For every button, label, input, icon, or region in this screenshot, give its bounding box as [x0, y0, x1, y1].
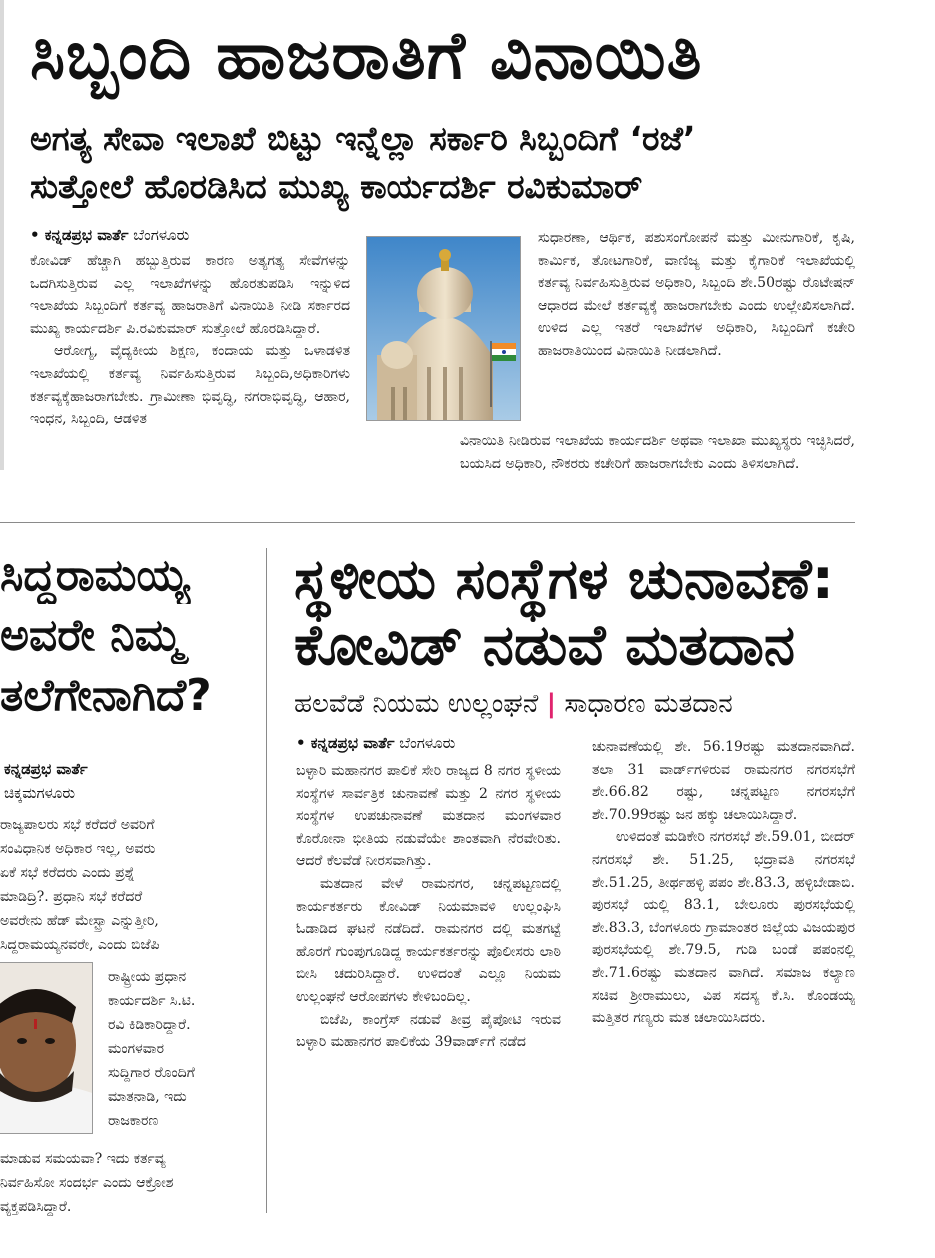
- paragraph: ಮತದಾನ ವೇಳೆ ರಾಮನಗರ, ಚನ್ನಪಟ್ಟಣದಲ್ಲಿ ಕಾರ್ಯಕರ್ತರು ಕೋವಿಡ್ ನಿಯಮಾವಳಿ ಉಲ್ಲಂಘಿಸಿ ಓಡಾಡಿದ ಘಟನೆ ನಡೆದಿದೆ. ರಾಮನಗರ ದಲ್ಲಿ ಮತಗಟ್ಟೆ ಹೊರಗೆ ಗುಂಪುಗೂಡಿದ್ದ ಕಾರ್ಯಕರ್ತರನ್ನು ಪೊಲೀಸರು ಲಾಠಿ ಬೀಸಿ ಚದುರಿಸಿದ್ದಾರೆ. ಉಳಿದಂತೆ ಎಲ್ಲೂ ನಿಯಮ ಉಲ್ಲಂಘನೆ ಆರೋಪಗಳು ಕೇಳಿಬಂದಿಲ್ಲ.: [296, 875, 561, 1005]
- sub-left: ಹಲವೆಡೆ ನಿಯಮ ಉಲ್ಲಂಘನೆ: [294, 689, 539, 719]
- building-illustration: [367, 237, 520, 420]
- left-byline-source: [4, 758, 88, 780]
- sub-right: ಸಾಧಾರಣ ಮತದಾನ: [564, 689, 733, 719]
- paragraph: ಆರೋಗ್ಯ, ವೈದ್ಯಕೀಯ ಶಿಕ್ಷಣ, ಕಂದಾಯ ಮತ್ತು ಒಳಾಡಳಿತ ಇಲಾಖೆಯಲ್ಲಿ ಕರ್ತವ್ಯ ನಿರ್ವಹಿಸುತ್ತಿರುವ ಸಿಬ್ಬಂದಿ,ಅಧಿಕಾರಿಗಳು ಕರ್ತವ್ಯಕ್ಕೆಹಾಜರಾಗಬೇಕು. ಗ್ರಾಮೀಣಾ ಭಿವೃದ್ಧಿ, ನಗರಾಭಿವೃದ್ಧಿ, ಆಹಾರ, ಇಂಧನ, ಸಿಬ್ಬಂದಿ, ಆಡಳಿತ: [30, 343, 350, 428]
- byline-place: ಬೆಂಗಳೂರು: [133, 226, 190, 244]
- left-text-line: ನಿರ್ವಹಿಸೋ ಸಂದರ್ಭ ಎಂದು ಆಕ್ರೋಶ: [0, 1175, 174, 1191]
- right-subheadline: [294, 686, 733, 722]
- left-wrap-line: ರವಿ ಕಿಡಿಕಾರಿದ್ದಾರೆ.: [108, 1017, 191, 1033]
- left-headline-line-2: ಅವರೇ ನಿಮ್ಮ: [0, 610, 183, 661]
- top-story-column-1: [30, 250, 350, 500]
- left-wrap-line: ಸುದ್ದಿಗಾರ ರೊಂದಿಗೆ: [108, 1065, 195, 1081]
- top-headline: ಸಿಬ್ಬಂದಿ ಹಾಜರಾತಿಗೆ ವಿನಾಯಿತಿ: [30, 17, 703, 94]
- paragraph: ಬಳ್ಳಾರಿ ಮಹಾನಗರ ಪಾಲಿಕೆ ಸೇರಿ ರಾಜ್ಯದ 8 ನಗರ ಸ್ಥಳೀಯ ಸಂಸ್ಥೆಗಳ ಸಾರ್ವತ್ರಿಕ ಚುನಾವಣೆ ಮತ್ತು 2 ನಗರ ಸ್ಥಳೀಯ ಸಂಸ್ಥೆಗಳ ಉಪಚುನಾವಣೆ ಮತದಾನ ಮಂಗಳವಾರ ಕೊರೋನಾ ಭೀತಿಯ ನಡುವೆಯೇ ಶಾಂತವಾಗಿ ನೆರವೇರಿತು. ಆದರೆ ಕೆಲವೆಡೆ ನೀರಸವಾಗಿತ್ತು.: [296, 763, 561, 870]
- column-divider: [266, 548, 267, 1213]
- left-wrap-line: ಮಾತನಾಡಿ, ಇದು: [108, 1089, 187, 1105]
- right-headline-line-2: ಕೋವಿಡ್ ನಡುವೆ ಮತದಾನ: [294, 613, 796, 678]
- left-wrap-line: ರಾಷ್ಟ್ರೀಯ ಪ್ರಧಾನ: [108, 969, 187, 985]
- left-text-line: ವ್ಯಕ್ತಪಡಿಸಿದ್ದಾರೆ.: [0, 1199, 72, 1215]
- portrait-illustration: [0, 963, 92, 1133]
- byline-source: ಕನ್ನಡಪ್ರಭ ವಾರ್ತೆ: [4, 760, 88, 778]
- right-story-column-2: [592, 736, 855, 1220]
- page-edge-shadow: [0, 0, 4, 470]
- left-wrap-line: ಕಾರ್ಯದರ್ಶಿ ಸಿ.ಟಿ.: [108, 993, 196, 1009]
- byline-source: • ಕನ್ನಡಪ್ರಭ ವಾರ್ತೆ: [30, 226, 129, 244]
- top-deck-line-2: ಸುತ್ತೋಲೆ ಹೊರಡಿಸಿದ ಮುಖ್ಯ ಕಾರ್ಯದರ್ಶಿ ರವಿಕುಮಾರ್: [30, 167, 643, 206]
- left-headline-line-1: ಸಿದ್ದರಾಮಯ್ಯ: [0, 550, 190, 601]
- left-text-line: ಏಕೆ ಸಭೆ ಕರೆದರು ಎಂದು ಪ್ರಶ್ನೆ: [0, 865, 135, 881]
- right-headline-line-1: ಸ್ಥಳೀಯ ಸಂಸ್ಥೆಗಳ ಚುನಾವಣೆ:: [294, 547, 834, 612]
- top-story-column-2-wide: [460, 430, 855, 502]
- paragraph: ಚುನಾವಣೆಯಲ್ಲಿ ಶೇ. 56.19ರಷ್ಟು ಮತದಾನವಾಗಿದೆ. ತಲಾ 31 ವಾರ್ಡ್‌ಗಳಿರುವ ರಾಮನಗರ ನಗರಸಭೆಗೆ ಶೇ.66.82 ರಷ್ಟು, ಚನ್ನಪಟ್ಟಣ ನಗರಸಭೆಗೆ ಶೇ.70.99ರಷ್ಟು ಜನ ಹಕ್ಕು ಚಲಾಯಿಸಿದ್ದಾರೆ.: [592, 739, 855, 823]
- byline-place: ಬೆಂಗಳೂರು: [399, 734, 456, 752]
- left-text-line: ರಾಜ್ಯಪಾಲರು ಸಭೆ ಕರೆದರೆ ಅವರಿಗೆ: [0, 817, 155, 833]
- sub-separator: |: [546, 689, 557, 719]
- top-deck-line-1: ಅಗತ್ಯ ಸೇವಾ ಇಲಾಖೆ ಬಿಟ್ಟು ಇನ್ನೆಲ್ಲಾ ಸರ್ಕಾರಿ ಸಿಬ್ಬಂದಿಗೆ ‘ರಜೆ’: [30, 119, 696, 158]
- paragraph: ಬಿಜೆಪಿ, ಕಾಂಗ್ರೆಸ್ ನಡುವೆ ತೀವ್ರ ಪೈಪೋಟಿ ಇರುವ ಬಳ್ಳಾರಿ ಮಹಾನಗರ ಪಾಲಿಕೆಯ 39ವಾರ್ಡ್‌ಗೆ ನಡೆದ: [296, 1011, 561, 1051]
- right-byline: [296, 732, 455, 754]
- ct-ravi-portrait: [0, 962, 93, 1134]
- paragraph: ಉಳಿದಂತೆ ಮಡಿಕೇರಿ ನಗರಸಭೆ ಶೇ.59.01, ಬೀದರ್ ನಗರಸಭೆ ಶೇ. 51.25, ಭದ್ರಾವತಿ ನಗರಸಭೆ ಶೇ.51.25, ತೀರ್ಥಹಳ್ಳಿ ಪಪಂ ಶೇ.83.3, ಹಳ್ಳಿಬೇಡಾಬಿ. ಪುರಸಭೆ ಯಲ್ಲಿ 83.1, ಬೇಲೂರು ಪುರಸಭೆಯಲ್ಲಿ ಶೇ.83.3, ಬೆಂಗಳೂರು ಗ್ರಾಮಾಂತರ ಜಿಲ್ಲೆಯ ವಿಜಯಪುರ ಪುರಸಭೆಯಲ್ಲಿ ಶೇ.79.5, ಗುಡಿ ಬಂಡೆ ಪಪಂನಲ್ಲಿ ಶೇ.71.6ರಷ್ಟು ಮತದಾನ ವಾಗಿದೆ. ಸಮಾಜ ಕಲ್ಯಾಣ ಸಚಿವ ಶ್ರೀರಾಮುಲು, ವಿಪ ಸದಸ್ಯ ಕೆ.ಸಿ. ಕೊಂಡಯ್ಯ ಮತ್ತಿತರ ಗಣ್ಯರು ಮತ ಚಲಾಯಿಸಿದರು.: [592, 829, 855, 1027]
- left-text-line: ಅವರೇನು ಹೆಡ್ ಮೇಸ್ಟ್ರಾ ಎನ್ನುತ್ತೀರಿ,: [0, 913, 159, 929]
- vidhana-soudha-photo: [366, 236, 521, 421]
- paragraph: ವಿನಾಯಿತಿ ನೀಡಿರುವ ಇಲಾಖೆಯ ಕಾರ್ಯದರ್ಶಿ ಅಥವಾ ಇಲಾಖಾ ಮುಖ್ಯಸ್ಥರು ಇಚ್ಛಿಸಿದರೆ, ಬಯಸಿದ ಅಧಿಕಾರಿ, ನೌಕರರು ಕಚೇರಿಗೆ ಹಾಜರಾಗಬೇಕು ಎಂದು ತಿಳಿಸಲಾಗಿದೆ.: [460, 433, 855, 472]
- left-wrap-line: ರಾಜಕಾರಣ: [108, 1113, 159, 1129]
- left-text-line: ಸಿದ್ದರಾಮಯ್ಯನವರೇ, ಎಂದು ಬಿಜೆಪಿ: [0, 937, 160, 953]
- paragraph: ಸುಧಾರಣಾ, ಆರ್ಥಿಕ, ಪಶುಸಂಗೋಪನೆ ಮತ್ತು ಮೀನುಗಾರಿಕೆ, ಕೃಷಿ, ಕಾರ್ಮಿಕ, ತೋಟಗಾರಿಕೆ, ವಾಣಿಜ್ಯ ಮತ್ತು ಕೈಗಾರಿಕೆ ಇಲಾಖೆಯಲ್ಲಿ ಕರ್ತವ್ಯ ನಿರ್ವಹಿಸುತ್ತಿರುವ ಅಧಿಕಾರಿ, ಸಿಬ್ಬಂದಿ ಶೇ.50ರಷ್ಟು ರೊಟೇಷನ್ ಆಧಾರದ ಮೇಲೆ ಕರ್ತವ್ಯಕ್ಕೆ ಹಾಜರಾಗಬೇಕು ಎಂದು ಉಲ್ಲೇಖಿಸಲಾಗಿದೆ. ಉಳಿದ ಎಲ್ಲ ಇತರೆ ಇಲಾಖೆಗಳ ಅಧಿಕಾರಿ, ಸಿಬ್ಬಂದಿಗೆ ಕಚೇರಿ ಹಾಜರಾತಿಯಿಂದ ವಿನಾಯಿತಿ ನೀಡಲಾಗಿದೆ.: [538, 230, 855, 359]
- left-text-line: ಮಾಡುವ ಸಮಯವಾ? ಇದು ಕರ್ತವ್ಯ: [0, 1151, 166, 1167]
- left-wrap-line: ಮಂಗಳವಾರ: [108, 1041, 165, 1057]
- left-text-line: ಮಾಡಿದ್ರಿ?. ಪ್ರಧಾನಿ ಸಭೆ ಕರೆದರೆ: [0, 889, 143, 905]
- left-headline-line-3: ತಲೆಗೇನಾಗಿದೆ?: [0, 670, 212, 721]
- top-byline: [30, 224, 189, 246]
- left-text-line: ಸಂವಿಧಾನಿಕ ಅಧಿಕಾರ ಇಲ್ಲ, ಅವರು: [0, 841, 156, 857]
- left-byline-place: ಚಿಕ್ಕಮಗಳೂರು: [4, 784, 76, 802]
- paragraph: ಕೋವಿಡ್ ಹೆಚ್ಚಾಗಿ ಹಬ್ಬುತ್ತಿರುವ ಕಾರಣ ಅತ್ಯಗತ್ಯ ಸೇವೆಗಳನ್ನು ಒದಗಿಸುತ್ತಿರುವ ಎಲ್ಲ ಇಲಾಖೆಗಳನ್ನು ಹೊರತುಪಡಿಸಿ ಇನ್ನುಳಿದ ಇಲಾಖೆಯ ಸಿಬ್ಬಂದಿಗೆ ಕರ್ತವ್ಯ ಹಾಜರಾತಿಗೆ ವಿನಾಯಿತಿ ನೀಡಿ ಸರ್ಕಾರದ ಮುಖ್ಯ ಕಾರ್ಯದರ್ಶಿ ಪಿ.ರವಿಕುಮಾರ್ ಸುತ್ತೋಲೆ ಹೊರಡಿಸಿದ್ದಾರೆ.: [30, 253, 350, 337]
- byline-source: • ಕನ್ನಡಪ್ರಭ ವಾರ್ತೆ: [296, 734, 395, 752]
- right-story-column-1: [296, 760, 561, 1220]
- section-divider: [0, 522, 855, 523]
